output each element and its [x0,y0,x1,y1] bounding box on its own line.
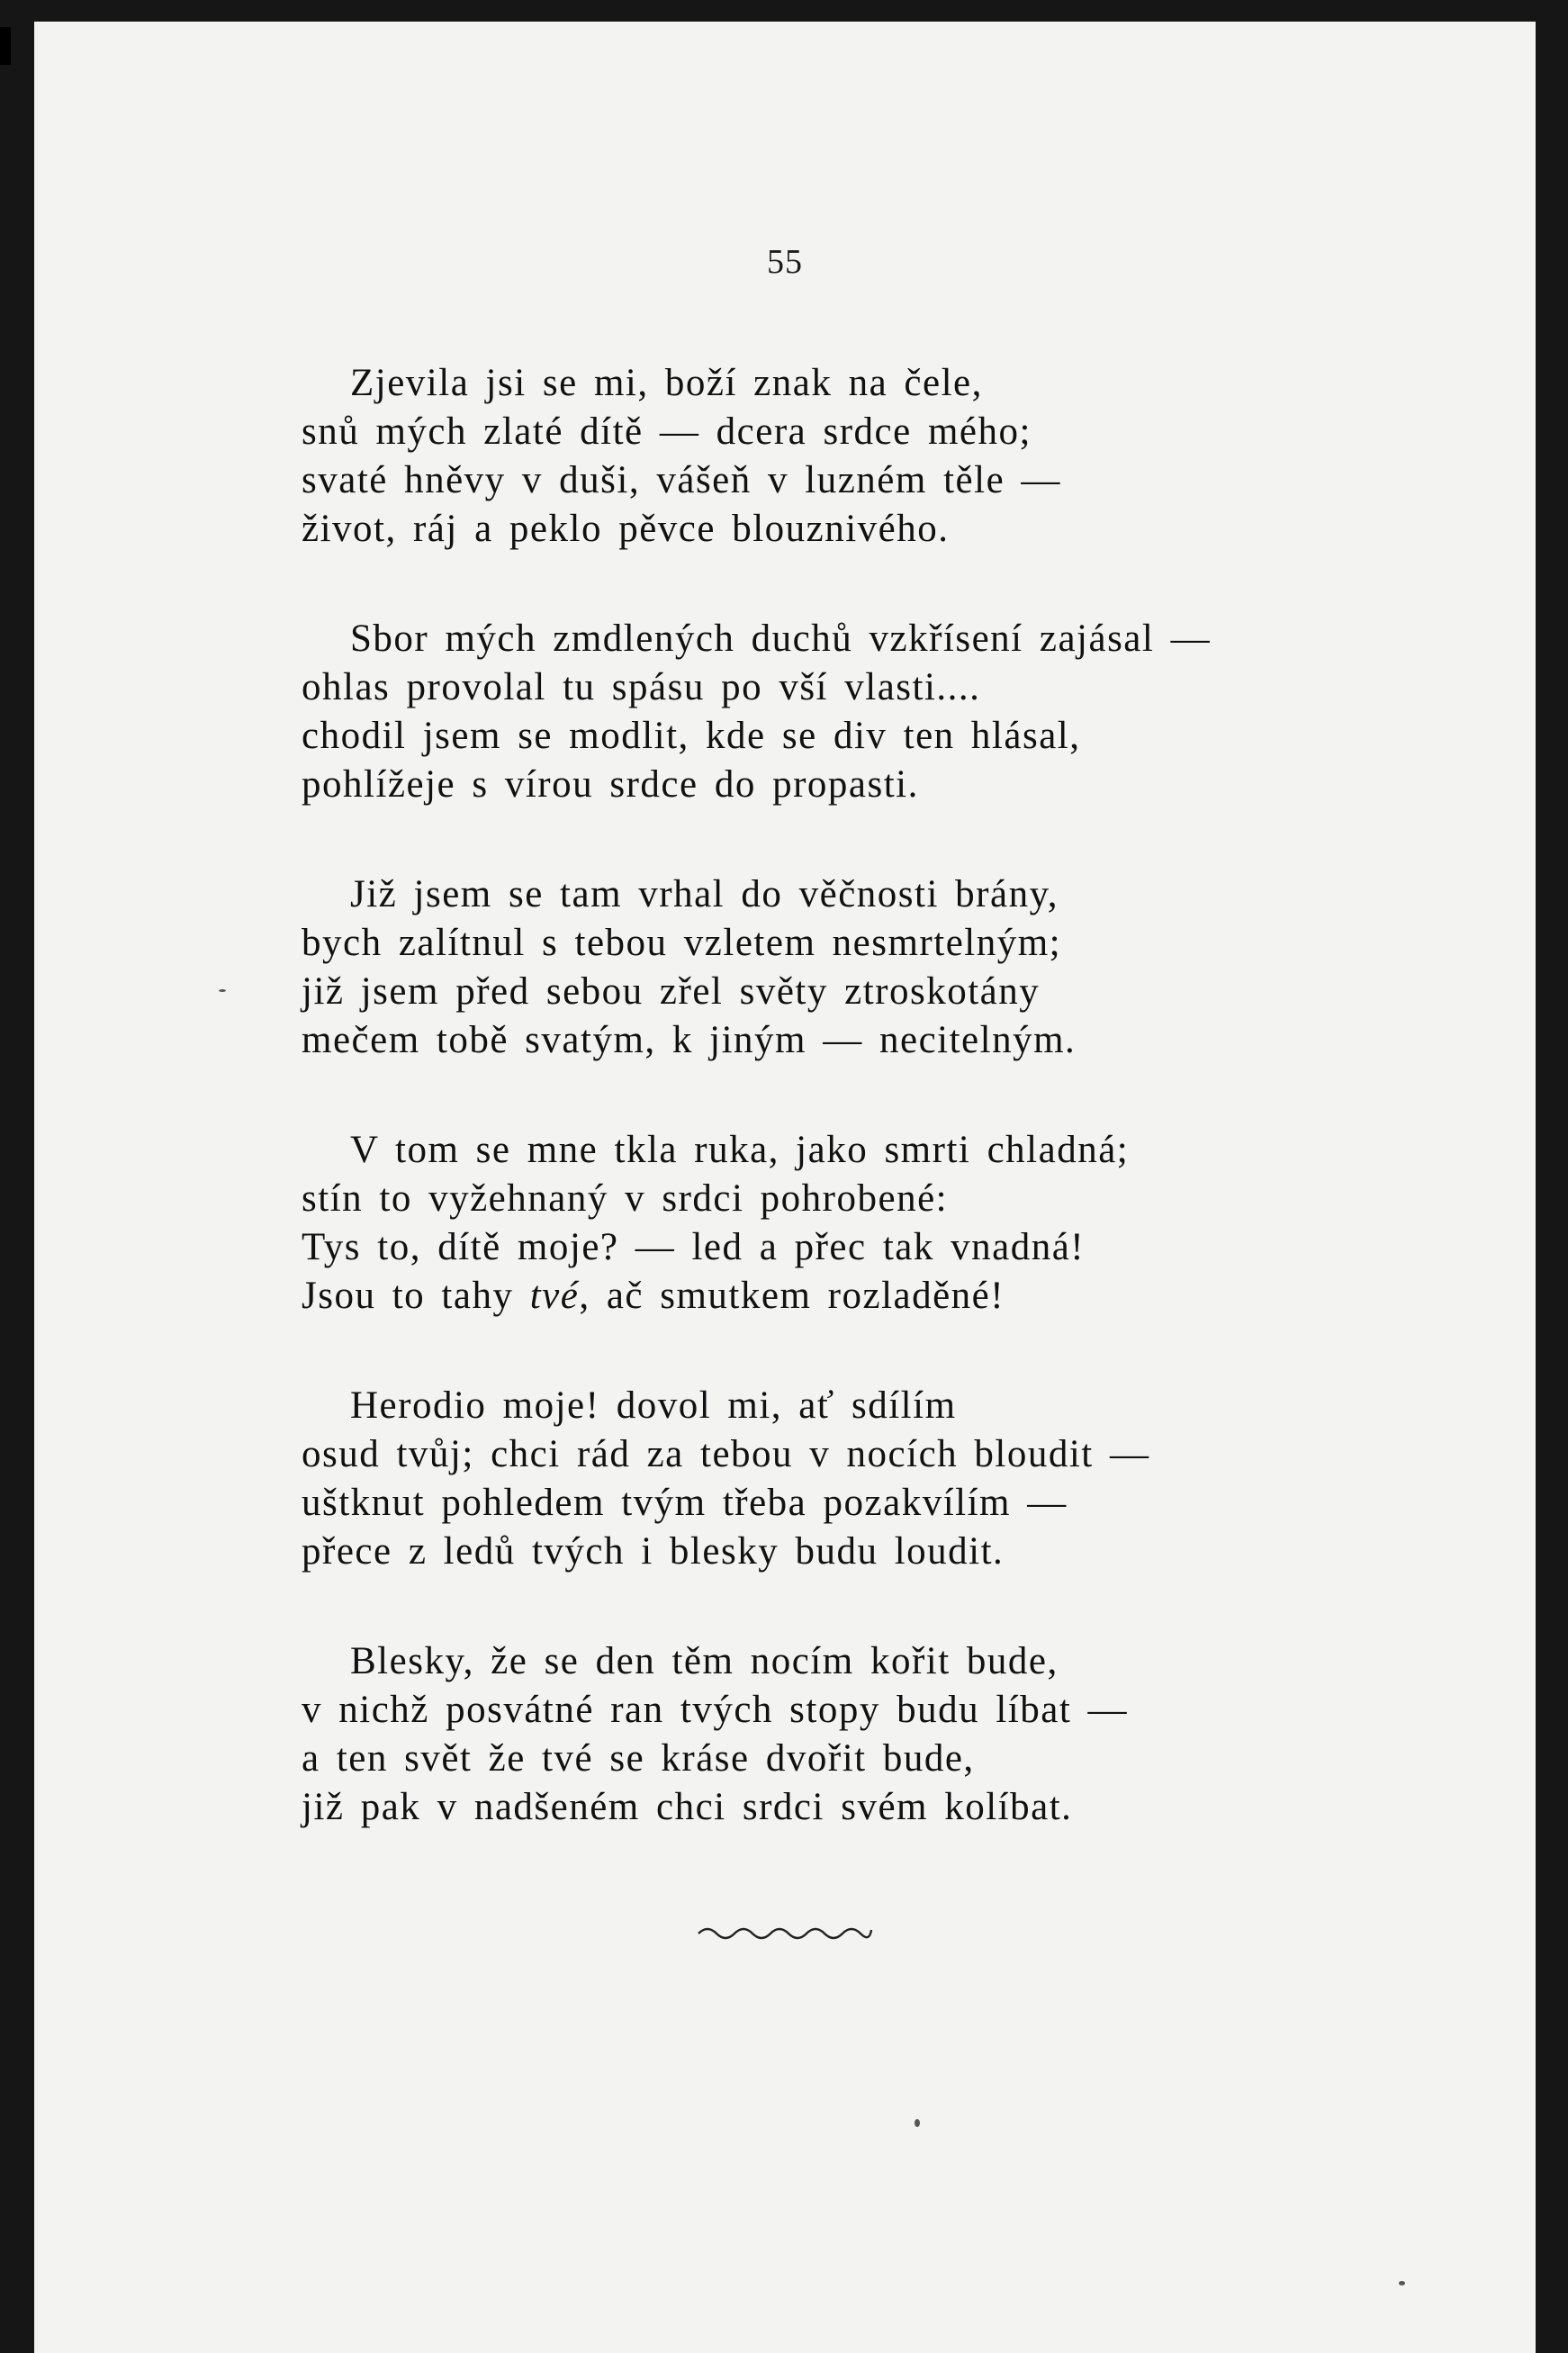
poem-line: osud tvůj; chci rád za tebou v nocích bloudit — [302,1433,1150,1475]
poem-line: Herodio moje! dovol mi, ať sdílím [350,1384,957,1427]
stanza [302,1126,1382,1321]
poem-line: bych zalítnul s tebou vzletem nesmrtelným; [302,922,1062,964]
poem-line: Sbor mých zmdlených duchů vzkřísení zajásal — [350,618,1212,660]
scan-edge-mark [0,27,11,65]
poem-line: stín to vyžehnaný v srdci pohrobené: [302,1177,949,1220]
page-number: 55 [767,243,803,281]
stanza [302,870,1382,1065]
poem [302,359,1382,1893]
stanza [302,359,1382,554]
stanza [302,1637,1382,1832]
poem-line: a ten svět že tvé se kráse dvořit bude, [302,1737,975,1780]
poem-line: v nichž posvátné ran tvých stopy budu líbat — [302,1689,1129,1731]
poem-line: ohlas provolal tu spásu po vší vlasti.... [302,666,981,708]
emphasis: tvé [529,1275,580,1317]
paper-speck [1399,2281,1405,2285]
poem-line: již jsem před sebou zřel světy ztroskotány [302,970,1041,1013]
poem-line: život, ráj a peklo pěvce blouznivého. [302,508,950,550]
stanza [302,1382,1382,1576]
poem-line: již pak v nadšeném chci srdci svém kolíbat. [302,1786,1073,1828]
poem-line: chodil jsem se modlit, kde se div ten hlásal, [302,715,1081,757]
poem-line: Jsou to tahy tvé, ač smutkem rozladěné! [302,1275,1005,1317]
ornament-divider [34,1923,1536,1949]
paper-speck [219,989,226,992]
poem-line: Tys to, dítě moje? — led a přec tak vnadná! [302,1226,1086,1268]
poem-line: snů mých zlaté dítě — dcera srdce mého; [302,410,1032,453]
poem-line: Zjevila jsi se mi, boží znak na čele, [350,362,983,404]
stanza [302,615,1382,809]
poem-line: mečem tobě svatým, k jiným — necitelným. [302,1019,1077,1061]
poem-line: Již jsem se tam vrhal do věčnosti brány, [350,873,1059,915]
paper-speck [915,2119,920,2127]
poem-line: Blesky, že se den těm nocím kořit bude, [350,1640,1059,1682]
poem-line: pohlížeje s vírou srdce do propasti. [302,763,919,806]
poem-line: přece z ledů tvých i blesky budu loudit. [302,1530,1005,1573]
poem-line: uštknut pohledem tvým třeba pozakvílím — [302,1482,1068,1524]
book-page [34,22,1536,2353]
poem-line: svaté hněvy v duši, vášeň v luzném těle — [302,459,1061,501]
poem-line: V tom se mne tkla ruka, jako smrti chladná; [350,1129,1130,1171]
wavy-ornament [695,1923,875,1944]
